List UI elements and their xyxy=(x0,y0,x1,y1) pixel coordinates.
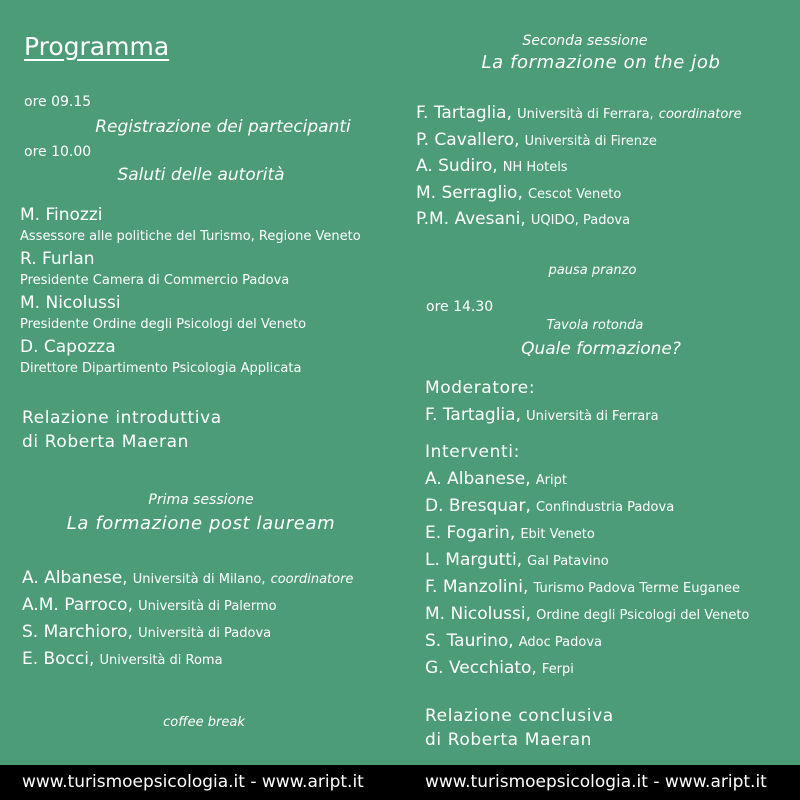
speaker-affiliation: UQIDO, Padova xyxy=(530,213,631,228)
speaker-affiliation: Turismo Padova Terme Euganee xyxy=(533,581,740,596)
intervention xyxy=(425,496,749,523)
intervention xyxy=(425,523,749,550)
footer-links-right[interactable]: www.turismoepsicologia.it - www.aript.it xyxy=(425,772,767,792)
intervention xyxy=(425,577,749,604)
speaker-name: A.M. Parroco, xyxy=(22,595,133,615)
intro-report-author: di Roberta Maeran xyxy=(22,432,190,452)
authority-role: Presidente Ordine degli Psicologi del Veneto xyxy=(20,317,307,332)
speaker-name: M. Serraglio, xyxy=(416,182,523,203)
speaker-name: A. Sudiro, xyxy=(416,156,498,176)
intervention xyxy=(425,658,749,685)
speaker-affiliation: Confindustria Padova xyxy=(535,500,675,515)
interventi-heading: Interventi: xyxy=(425,442,520,462)
speaker-name: S. Marchioro, xyxy=(22,622,133,642)
intervention xyxy=(425,631,749,658)
closing-report-title: Relazione conclusiva xyxy=(425,706,614,726)
authority-name: D. Capozza xyxy=(20,337,116,357)
speaker-affiliation: NH Hotels xyxy=(502,160,568,175)
speaker-name: G. Vecchiato, xyxy=(425,658,537,678)
speaker-affiliation: Università di Palermo xyxy=(138,599,277,614)
speaker-name: L. Margutti, xyxy=(425,550,523,570)
speaker-affiliation: Adoc Padova xyxy=(518,635,602,650)
session-2-label: Seconda sessione xyxy=(522,33,648,49)
session-1-speakers xyxy=(22,568,353,676)
speaker xyxy=(416,103,742,130)
speaker-name: F. Manzolini, xyxy=(425,577,529,597)
authority-role: Presidente Camera di Commercio Padova xyxy=(20,273,290,288)
speaker xyxy=(22,622,353,649)
moderator-name: F. Tartaglia, xyxy=(425,405,521,425)
speaker-affiliation: Università di Ferrara, xyxy=(517,107,654,122)
authority-role: Assessore alle politiche del Turismo, Regione Veneto xyxy=(20,229,361,244)
moderator xyxy=(425,405,659,425)
round-table-label: Tavola rotonda xyxy=(546,318,644,333)
round-table-title: Quale formazione? xyxy=(521,339,681,359)
page-title: Programma xyxy=(24,32,170,61)
authorities-list xyxy=(20,205,361,381)
speaker xyxy=(416,183,742,210)
intervention xyxy=(425,550,749,577)
speaker xyxy=(22,649,353,676)
speaker-name: P. Cavallero, xyxy=(416,129,520,150)
speaker-affiliation: Cescot Veneto xyxy=(527,186,622,202)
time-1430: ore 14.30 xyxy=(426,299,494,315)
closing-report-author: di Roberta Maeran xyxy=(425,730,593,750)
footer-bar xyxy=(0,765,800,800)
speaker-name: S. Taurino, xyxy=(425,631,514,651)
speaker-affiliation: Aript xyxy=(535,473,567,488)
interventi-list xyxy=(425,469,749,685)
moderator-affiliation: Università di Ferrara xyxy=(526,409,659,424)
speaker-name: D. Bresquar, xyxy=(425,496,531,516)
intervention xyxy=(425,469,749,496)
speaker-affiliation: Università di Firenze xyxy=(524,133,657,149)
speaker-affiliation: Ordine degli Psicologi del Veneto xyxy=(536,608,750,623)
speaker xyxy=(416,156,742,183)
event-registration: Registrazione dei partecipanti xyxy=(95,117,351,137)
authority-name: M. Finozzi xyxy=(20,205,103,225)
intro-report-title: Relazione introduttiva xyxy=(22,408,222,428)
authority-name: R. Furlan xyxy=(20,249,95,269)
session-2-title: La formazione on the job xyxy=(481,52,721,73)
speaker-name: E. Bocci, xyxy=(22,649,95,669)
speaker-affiliation: Gal Patavino xyxy=(527,554,609,569)
footer-links-left[interactable]: www.turismoepsicologia.it - www.aript.it xyxy=(22,772,364,792)
speaker-name: A. Albanese, xyxy=(22,568,128,588)
speaker-name: P.M. Avesani, xyxy=(416,209,526,229)
session-1-title: La formazione post lauream xyxy=(66,513,336,534)
speaker-affiliation: Università di Milano, xyxy=(132,572,266,587)
time-0915: ore 09.15 xyxy=(24,94,92,110)
intervention xyxy=(425,604,749,631)
speaker-note: coordinatore xyxy=(270,572,354,587)
speaker-name: A. Albanese, xyxy=(425,469,531,489)
authority xyxy=(20,249,361,293)
speaker-name: M. Nicolussi, xyxy=(425,604,532,624)
speaker-name: E. Fogarin, xyxy=(425,523,516,543)
speaker xyxy=(416,209,742,236)
authority xyxy=(20,337,361,381)
authority-role: Direttore Dipartimento Psicologia Applicata xyxy=(20,361,302,376)
speaker-affiliation: Ebit Veneto xyxy=(520,527,595,542)
authority-name: M. Nicolussi xyxy=(20,293,121,313)
speaker-affiliation: Università di Padova xyxy=(138,626,272,641)
time-1000: ore 10.00 xyxy=(24,144,92,160)
authority xyxy=(20,293,361,337)
closing-report xyxy=(425,704,614,752)
speaker xyxy=(22,568,353,595)
speaker xyxy=(416,130,742,157)
event-greetings: Saluti delle autorità xyxy=(117,165,285,185)
session-2-speakers xyxy=(416,103,742,236)
session-1-label: Prima sessione xyxy=(148,492,254,508)
coffee-break: coffee break xyxy=(163,715,245,730)
authority xyxy=(20,205,361,249)
moderator-heading: Moderatore: xyxy=(425,378,536,398)
speaker xyxy=(22,595,353,622)
speaker-affiliation: Università di Roma xyxy=(99,653,223,668)
speaker-affiliation: Ferpi xyxy=(541,662,574,677)
lunch-break: pausa pranzo xyxy=(548,263,637,278)
speaker-note: coordinatore xyxy=(658,107,742,122)
speaker-name: F. Tartaglia, xyxy=(416,103,512,123)
intro-report xyxy=(22,406,222,454)
